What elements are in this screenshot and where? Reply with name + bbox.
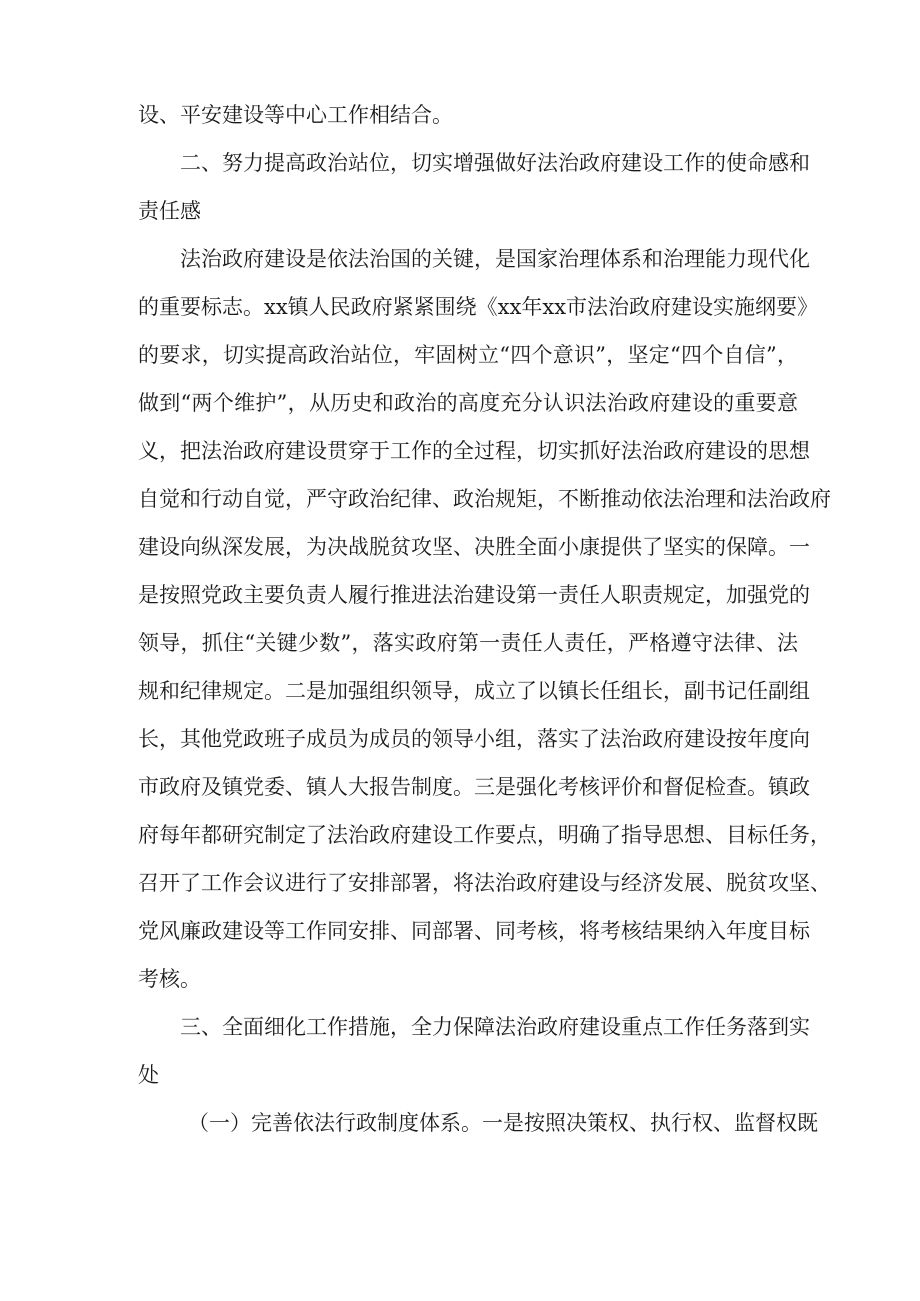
paragraph-line: 法治政府建设是依法治国的关键，是国家治理体系和治理能力现代化	[180, 247, 810, 271]
paragraph-line: 的重要标志。xx镇人民政府紧紧围绕《xx年xx市法治政府建设实施纲要》	[138, 295, 819, 319]
subsection-heading-line: （一）完善依法行政制度体系。一是按照决策权、执行权、监督权既	[188, 1111, 818, 1135]
paragraph-line: 自觉和行动自觉，严守政治纪律、政治规矩，不断推动依法治理和法治政府	[138, 487, 831, 511]
paragraph-line: 义，把法治政府建设贯穿于工作的全过程，切实抓好法治政府建设的思想	[138, 439, 810, 463]
section-heading-2-line2: 责任感	[138, 199, 201, 223]
paragraph-line: 市政府及镇党委、镇人大报告制度。三是强化考核评价和督促检查。镇政	[138, 775, 810, 799]
paragraph-line: 长，其他党政班子成员为成员的领导小组，落实了法治政府建设按年度向	[138, 727, 810, 751]
paragraph-line: 做到“两个维护”，从历史和政治的高度充分认识法治政府建设的重要意	[138, 391, 798, 415]
section-heading-2-line1: 二、努力提高政治站位，切实增强做好法治政府建设工作的使命感和	[180, 151, 810, 175]
section-heading-3-line1: 三、全面细化工作措施，全力保障法治政府建设重点工作任务落到实	[180, 1015, 810, 1039]
paragraph-line: 党风廉政建设等工作同安排、同部署、同考核，将考核结果纳入年度目标	[138, 919, 810, 943]
paragraph-line: 领导，抓住“关键少数”，落实政府第一责任人责任，严格遵守法律、法	[138, 631, 798, 655]
paragraph-line: 建设向纵深发展，为决战脱贫攻坚、决胜全面小康提供了坚实的保障。一	[138, 535, 810, 559]
section-heading-3-line2: 处	[138, 1063, 159, 1087]
paragraph-line: 规和纪律规定。二是加强组织领导，成立了以镇长任组长，副书记任副组	[138, 679, 810, 703]
paragraph-line: 的要求，切实提高政治站位，牢固树立“四个意识”，坚定“四个自信”，	[138, 343, 798, 367]
paragraph-line: 考核。	[138, 967, 201, 991]
paragraph-line: 设、平安建设等中心工作相结合。	[138, 103, 453, 127]
paragraph-line: 召开了工作会议进行了安排部署，将法治政府建设与经济发展、脱贫攻坚、	[138, 871, 831, 895]
paragraph-line: 是按照党政主要负责人履行推进法治建设第一责任人职责规定，加强党的	[138, 583, 810, 607]
paragraph-line: 府每年都研究制定了法治政府建设工作要点，明确了指导思想、目标任务，	[138, 823, 831, 847]
